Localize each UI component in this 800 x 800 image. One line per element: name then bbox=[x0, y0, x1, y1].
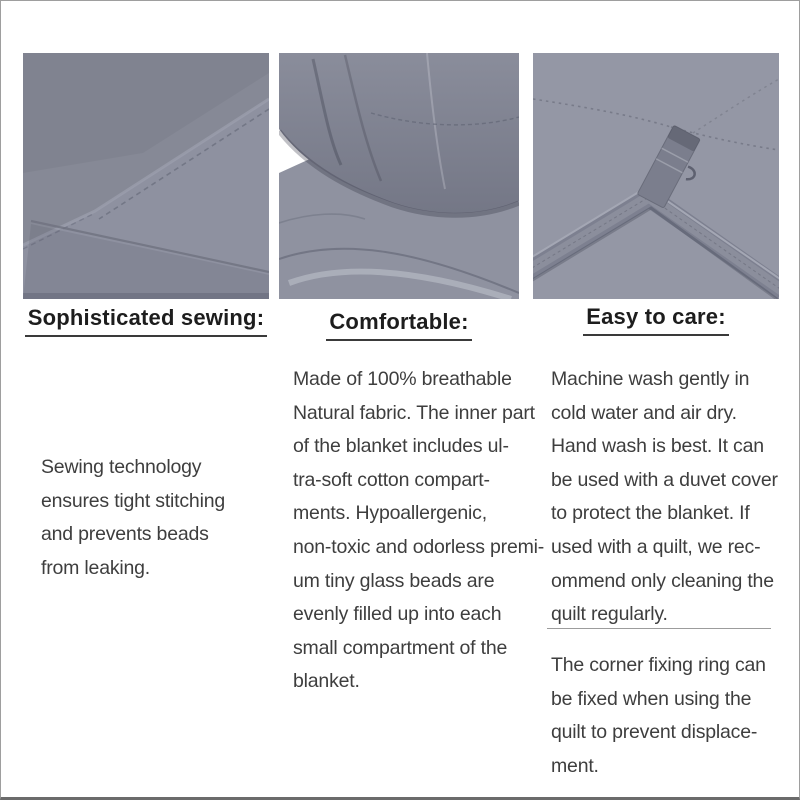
text-line: quilt to prevent displace- bbox=[551, 721, 758, 744]
feature-column-comfortable bbox=[279, 1, 545, 797]
text-line: be used with a duvet cover bbox=[551, 468, 778, 491]
column-heading bbox=[23, 305, 269, 337]
text-line: to protect the blanket. If bbox=[551, 502, 750, 525]
text-line: ensures tight stitching bbox=[41, 489, 226, 512]
text-line: from leaking. bbox=[41, 556, 151, 579]
text-line: um tiny glass beads are bbox=[293, 569, 495, 592]
text-line: tra-soft cotton compart- bbox=[293, 468, 490, 491]
feature-column-sewing bbox=[23, 1, 269, 797]
column-body-text bbox=[293, 363, 544, 699]
text-line: non-toxic and odorless premi- bbox=[293, 535, 545, 558]
text-line: ment. bbox=[551, 754, 599, 777]
heading-underlined-text: Comfortable: bbox=[326, 309, 471, 341]
text-line: and prevents beads bbox=[41, 523, 209, 546]
text-line: The corner fixing ring can bbox=[551, 654, 766, 676]
text-line: Machine wash gently in bbox=[551, 368, 750, 390]
text-line: evenly filled up into each bbox=[293, 603, 502, 626]
text-line: Hand wash is best. It can bbox=[551, 435, 764, 458]
column-body-text bbox=[41, 451, 225, 585]
heading-underlined-text: Easy to care: bbox=[583, 304, 729, 336]
text-line: Made of 100% breathable bbox=[293, 368, 512, 390]
column-body-text-2 bbox=[551, 649, 766, 783]
quilted-seam-closeup-photo bbox=[23, 53, 269, 299]
feature-column-care bbox=[533, 1, 779, 797]
text-line: Sewing technology bbox=[41, 456, 202, 478]
quilted-seam-illustration bbox=[23, 53, 269, 299]
column-body-text bbox=[551, 363, 778, 632]
text-line: blanket. bbox=[293, 670, 360, 693]
text-line: quilt regularly. bbox=[551, 603, 668, 626]
text-line: ments. Hypoallergenic, bbox=[293, 502, 487, 525]
text-line: of the blanket includes ul- bbox=[293, 435, 509, 458]
text-line: Natural fabric. The inner part bbox=[293, 401, 535, 424]
text-line: cold water and air dry. bbox=[551, 401, 737, 424]
text-line: be fixed when using the bbox=[551, 687, 752, 710]
text-line: ommend only cleaning the bbox=[551, 569, 774, 592]
folded-blanket-photo bbox=[279, 53, 519, 299]
blanket-corner-loop-photo bbox=[533, 53, 779, 299]
folded-blanket-illustration bbox=[279, 53, 519, 299]
text-line: used with a quilt, we rec- bbox=[551, 535, 761, 558]
text-line: small compartment of the bbox=[293, 636, 508, 659]
blanket-corner-illustration bbox=[533, 53, 779, 299]
column-heading bbox=[279, 309, 519, 341]
column-heading bbox=[533, 304, 779, 336]
heading-underlined-text: Sophisticated sewing: bbox=[25, 305, 267, 337]
paragraph-divider bbox=[547, 628, 771, 629]
